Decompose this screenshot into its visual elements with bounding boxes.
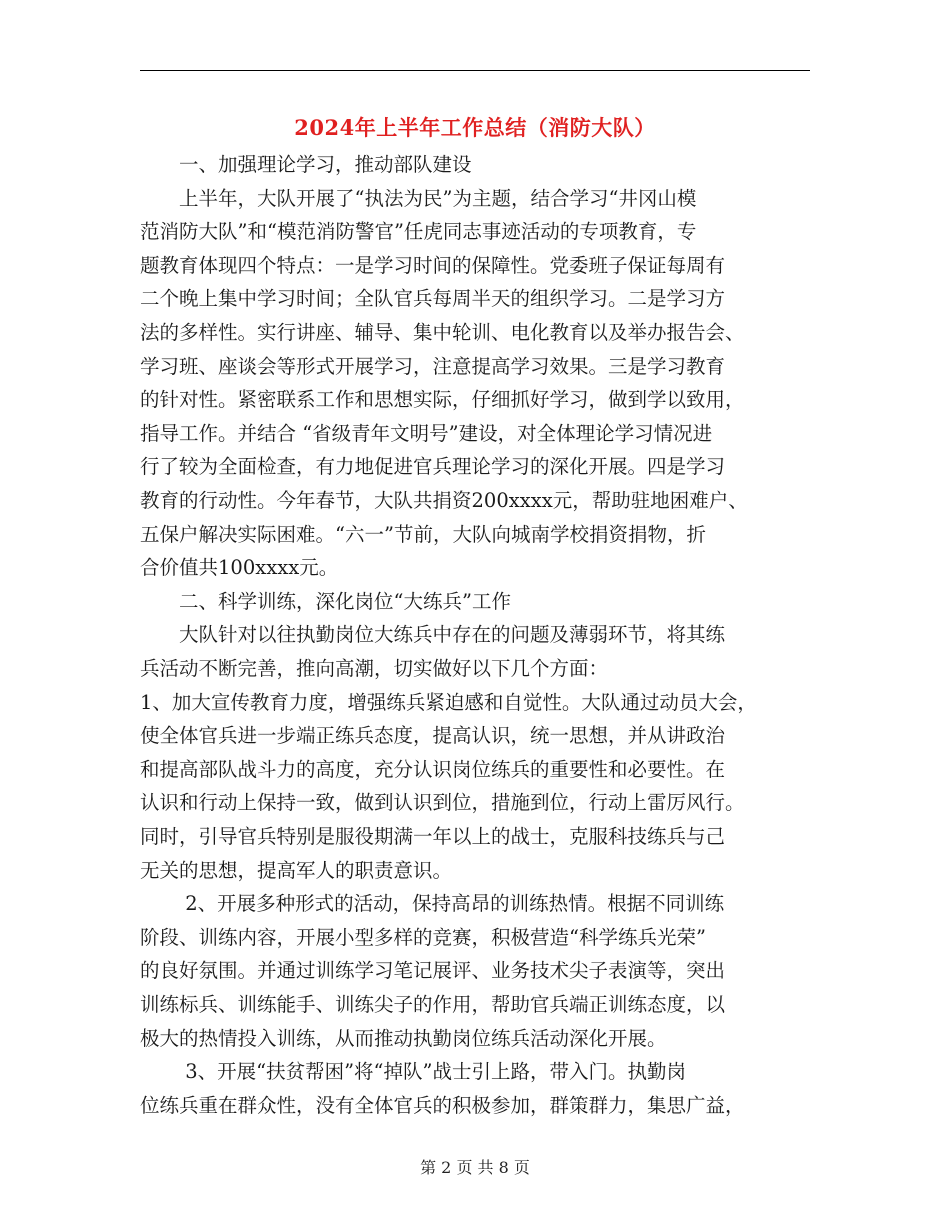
page-footer: 第 2 页 共 8 页	[420, 1158, 530, 1177]
body-line: 题教育体现四个特点：一是学习时间的保障性。党委班子保证每周有	[140, 253, 726, 277]
body-line: 位练兵重在群众性，没有全体官兵的积极参加，群策群力，集思广益，	[140, 1093, 745, 1117]
body-line: 无关的思想，提高军人的职责意识。	[140, 858, 453, 882]
body-line: 法的多样性。实行讲座、辅导、集中轮训、电化教育以及举办报告会、	[140, 321, 745, 344]
body-line: 学习班、座谈会等形式开展学习，注意提高学习效果。三是学习教育	[140, 354, 726, 378]
body-line: 大队针对以往执勤岗位大练兵中存在的问题及薄弱环节，将其练	[140, 623, 726, 647]
body-line: 范消防大队”和“模范消防警官”任虎同志事迹活动的专项教育，专	[140, 220, 697, 244]
body-line: 和提高部队战斗力的高度，充分认识岗位练兵的重要性和必要性。在	[140, 757, 726, 781]
body-line: 的针对性。紧密联系工作和思想实际，仔细抓好学习，做到学以致用，	[140, 388, 745, 412]
body-line: 1、加大宣传教育力度，增强练兵紧迫感和自觉性。大队通过动员大会，	[140, 690, 757, 714]
body-line: 二、科学训练，深化岗位“大练兵”工作	[140, 589, 511, 613]
body-line: 训练标兵、训练能手、训练尖子的作用，帮助官兵端正训练态度，以	[140, 993, 726, 1016]
body-line: 上半年，大队开展了“执法为民”为主题，结合学习“井冈山模	[140, 186, 697, 210]
body-line: 阶段、训练内容，开展小型多样的竞赛，积极营造“科学练兵光荣”	[140, 925, 706, 949]
body-line: 一、加强理论学习，推动部队建设	[140, 153, 472, 176]
document-title: 2024年上半年工作总结（消防大队）	[294, 115, 656, 140]
body-line: 教育的行动性。今年春节，大队共捐资200xxxx元，帮助驻地困难户、	[140, 489, 748, 512]
body-line: 行了较为全面检查，有力地促进官兵理论学习的深化开展。四是学习	[140, 455, 726, 479]
body-line: 兵活动不断完善，推向高潮，切实做好以下几个方面：	[140, 657, 609, 680]
body-line: 极大的热情投入训练，从而推动执勤岗位练兵活动深化开展。	[140, 1026, 667, 1050]
body-line: 认识和行动上保持一致，做到认识到位，措施到位，行动上雷厉风行。	[140, 791, 745, 815]
body-line: 使全体官兵进一步端正练兵态度，提高认识，统一思想，并从讲政治	[140, 724, 726, 748]
body-line: 合价值共100xxxx元。	[140, 556, 339, 580]
body-line: 2、开展多种形式的活动，保持高昂的训练热情。根据不同训练	[140, 892, 725, 916]
body-line: 五保户解决实际困难。“六一”节前，大队向城南学校捐资捐物，折	[140, 522, 706, 546]
body-line: 二个晚上集中学习时间；全队官兵每周半天的组织学习。二是学习方	[140, 287, 726, 311]
body-line: 的良好氛围。并通过训练学习笔记展评、业务技术尖子表演等，突出	[140, 959, 726, 983]
body-line: 同时，引导官兵特别是服役期满一年以上的战士，克服科技练兵与己	[140, 825, 726, 848]
body-line: 指导工作。并结合 “省级青年文明号”建设，对全体理论学习情况进	[140, 421, 713, 445]
header-rule	[140, 70, 810, 71]
body-line: 3、开展“扶贫帮困”将“掉队”战士引上路，带入门。执勤岗	[140, 1060, 686, 1084]
